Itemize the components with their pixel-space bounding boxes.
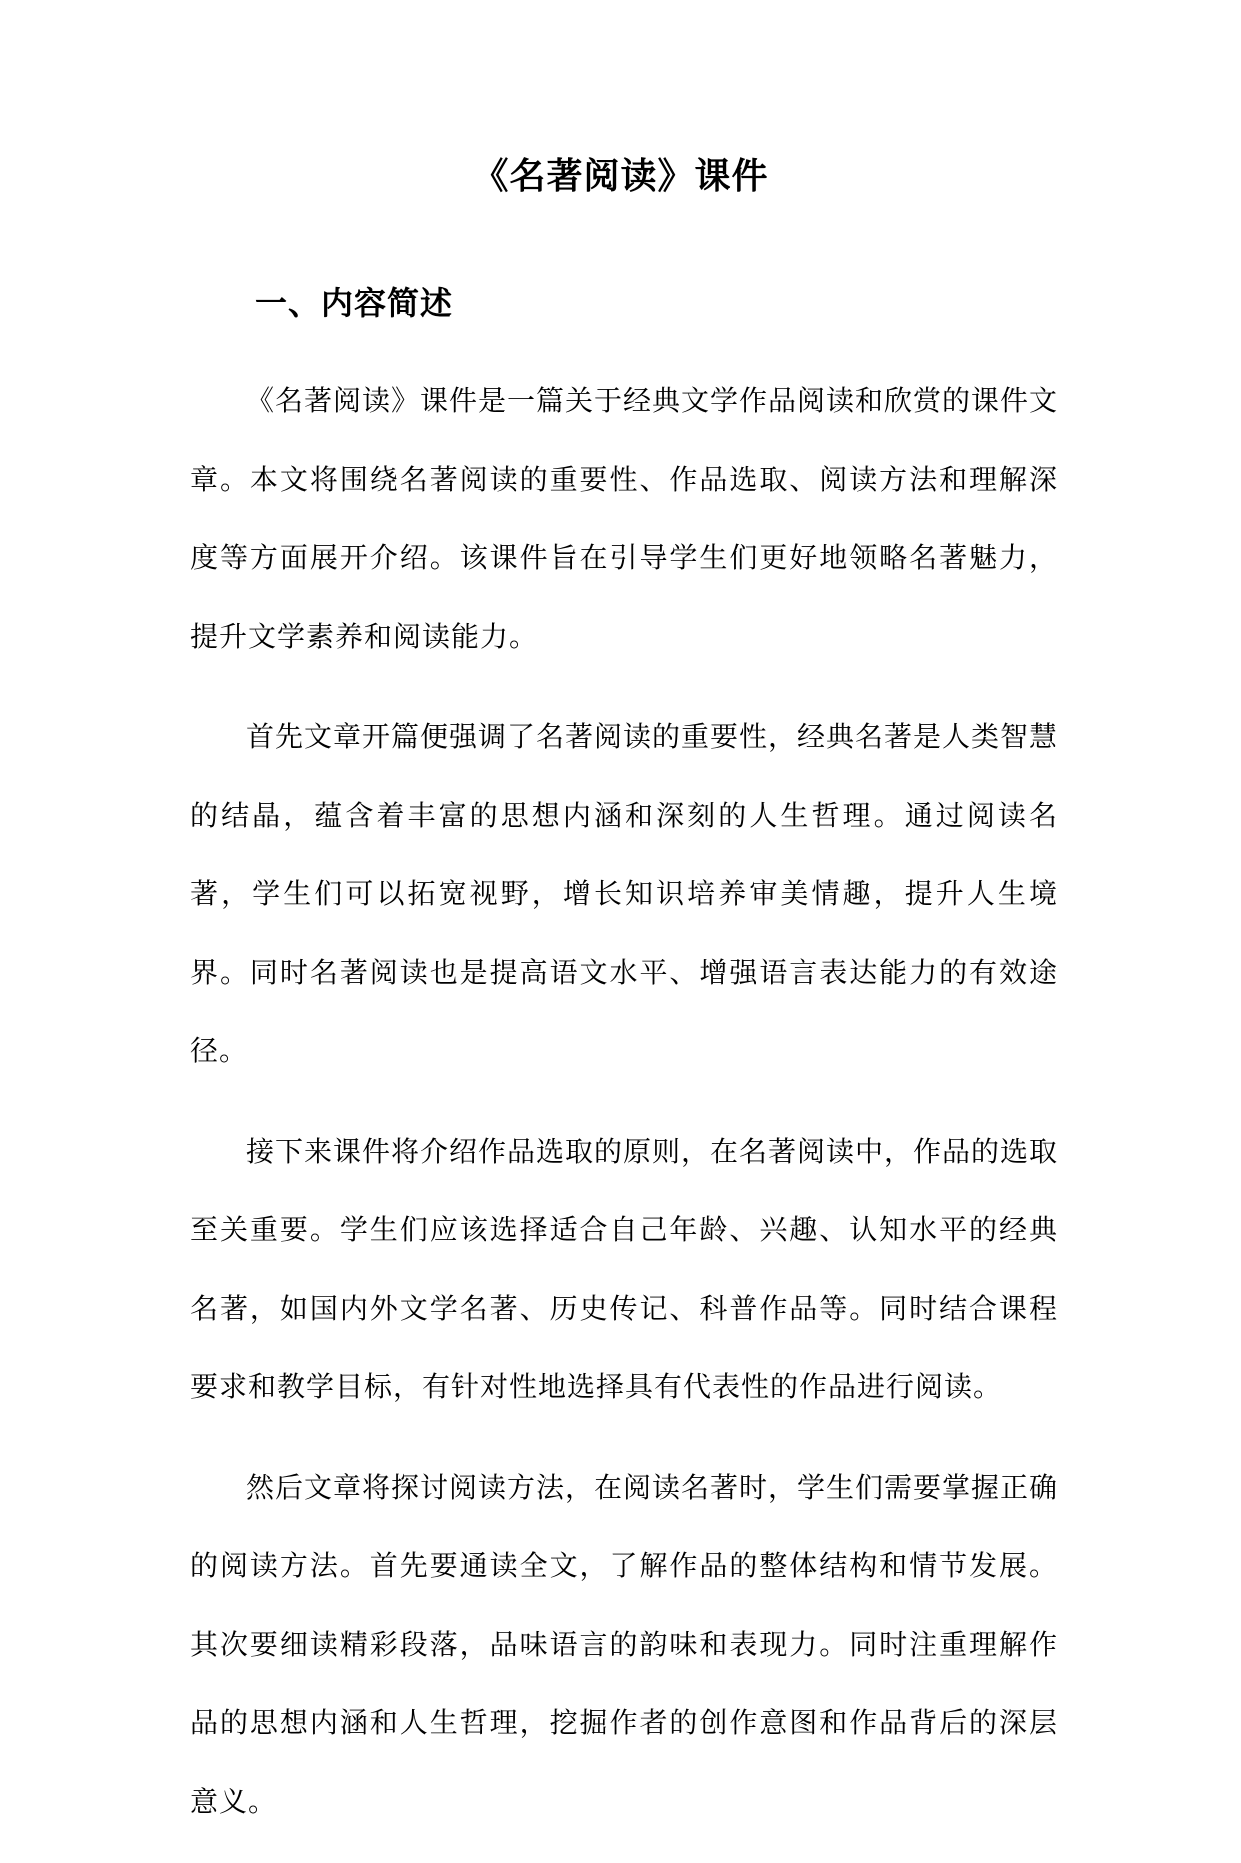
paragraph-importance: 首先文章开篇便强调了名著阅读的重要性，经典名著是人类智慧的结晶，蕴含着丰富的思想内涵和深刻的人生哲理。通过阅读名著，学生们可以拓宽视野，增长知识培养审美情趣，提升人生境界。同时名著阅读也是提高语文水平、增强语言表达能力的有效途径。 xyxy=(190,720,1059,1067)
paragraph-methods: 然后文章将探讨阅读方法，在阅读名著时，学生们需要掌握正确的阅读方法。首先要通读全文，了解作品的整体结构和情节发展。其次要细读精彩段落，品味语言的韵味和表现力。同时注重理解作品的思想内涵和人生哲理，挖掘作者的创作意图和作品背后的深层意义。 xyxy=(190,1470,1059,1818)
section-heading: 一、内容简述 xyxy=(255,284,454,322)
paragraph-intro: 《名著阅读》课件是一篇关于经典文学作品阅读和欣赏的课件文章。本文将围绕名著阅读的重要性、作品选取、阅读方法和理解深度等方面展开介绍。该课件旨在引导学生们更好地领略名著魅力，提升文学素养和阅读能力。 xyxy=(190,384,1059,653)
section-body xyxy=(190,362,1058,1863)
paragraph-selection: 接下来课件将介绍作品选取的原则，在名著阅读中，作品的选取至关重要。学生们应该选择适合自己年龄、兴趣、认知水平的经典名著，如国内外文学名著、历史传记、科普作品等。同时结合课程要求和教学目标，有针对性地选择具有代表性的作品进行阅读。 xyxy=(190,1134,1059,1403)
document-title: 《名著阅读》课件 xyxy=(472,155,769,197)
